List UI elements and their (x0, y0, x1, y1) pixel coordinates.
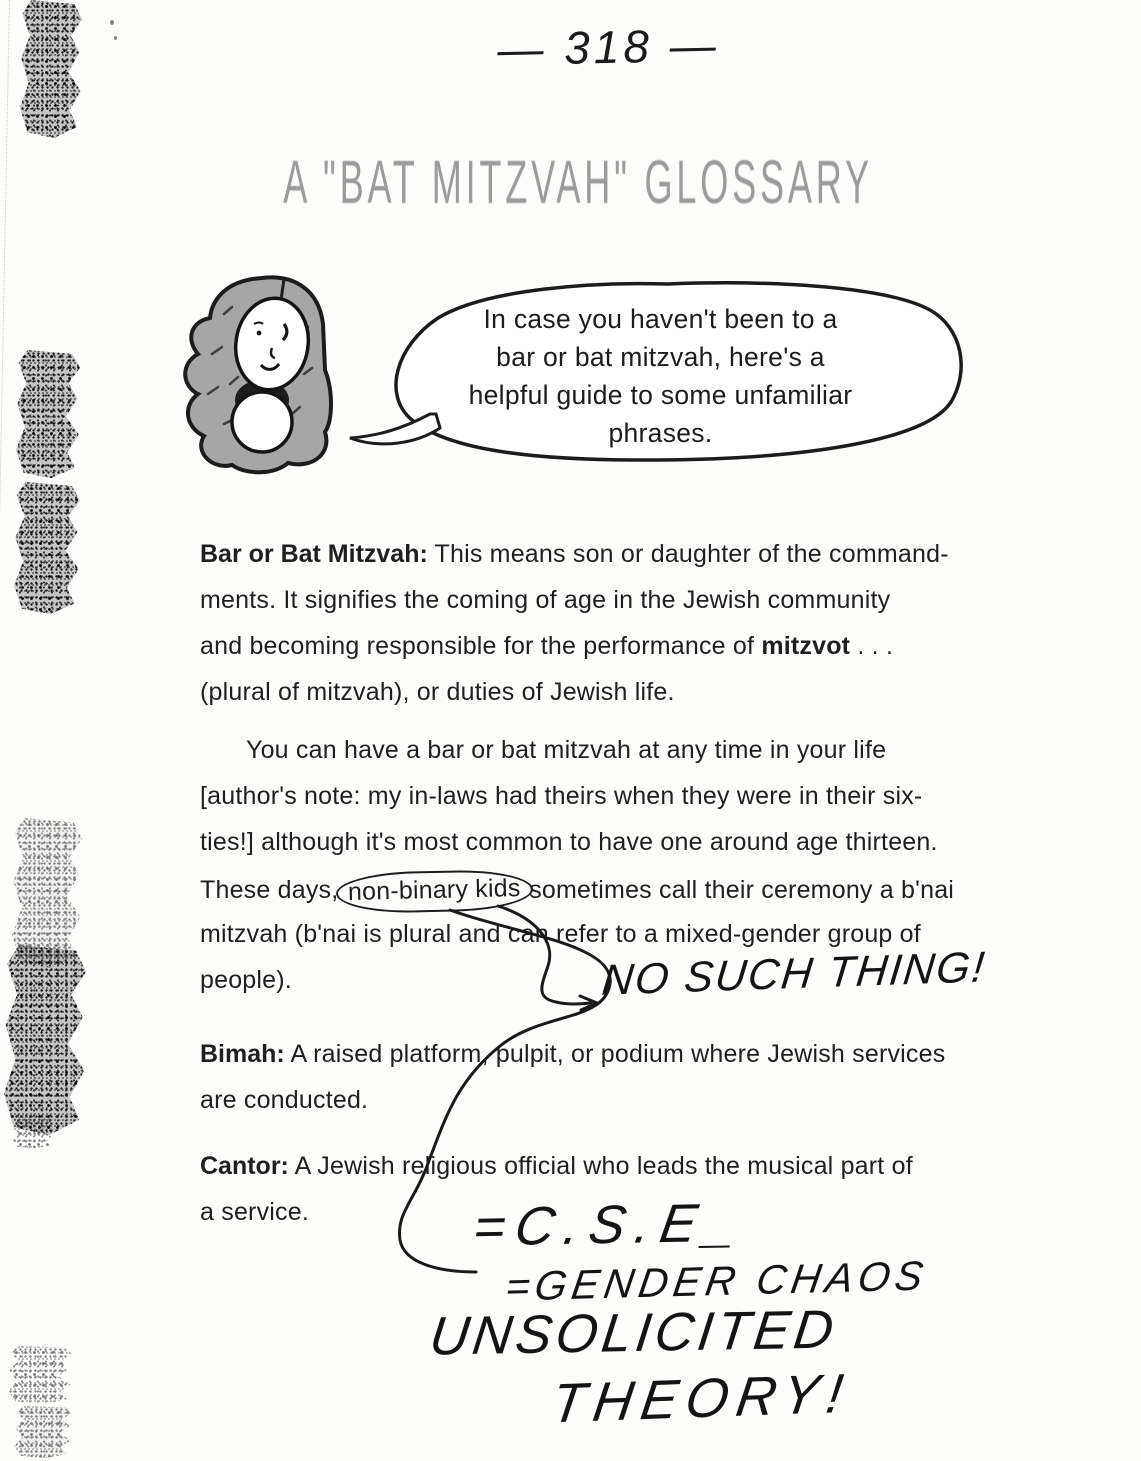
glossary-line (200, 1152, 913, 1181)
speech-bubble (338, 276, 983, 474)
body-text: sometimes call their ceremony a b'nai (522, 876, 955, 904)
glossary-line: a service. (200, 1198, 309, 1226)
handwritten-note-unsolicited: UNSOLICITED (426, 1299, 841, 1367)
left-eye (257, 331, 262, 336)
speech-bubble-text (368, 300, 953, 452)
body-line: mitzvah (b'nai is plural and can refer to a mixed-gender group of (200, 920, 921, 948)
glossary-line: are conducted. (200, 1086, 369, 1114)
circled-phrase-non-binary-kids: non-binary kids (335, 869, 532, 914)
glossary-text: A Jewish religious official who leads the musical part of (288, 1152, 913, 1180)
speech-bubble-line: In case you haven't been to a (483, 304, 838, 334)
glossary-term-cantor: Cantor: (200, 1152, 289, 1180)
glossary-line: ments. It signifies the coming of age in the Jewish community (200, 586, 891, 614)
handwritten-note-no-such-thing: NO SUCH THING! (599, 943, 989, 1005)
handwritten-note-gender-chaos: =GENDER CHAOS (502, 1252, 932, 1310)
glossary-line (200, 1040, 945, 1069)
glossary-term-bar-bat-mitzvah: Bar or Bat Mitzvah: (200, 540, 428, 568)
page-title: A "BAT MITZVAH" GLOSSARY (283, 150, 873, 218)
glossary-line (200, 540, 949, 569)
scan-smudge (4, 945, 86, 1135)
page-number: — 318 — (496, 18, 721, 76)
glossary-term-bimah: Bimah: (200, 1040, 285, 1068)
author-portrait-illustration (172, 272, 347, 477)
glossary-text: A raised platform, pulpit, or podium where Jewish services (284, 1040, 946, 1068)
annotation-arrowhead (580, 996, 597, 1010)
glossary-bold-mitzvot: mitzvot (761, 632, 851, 660)
body-line (200, 874, 954, 907)
body-line: [author's note: my in-laws had theirs when they were in their six- (200, 782, 923, 810)
body-line: You can have a bar or bat mitzvah at any time in your life (246, 736, 887, 764)
body-text: These days, (200, 876, 346, 904)
speech-bubble-line: helpful guide to some unfamiliar (468, 380, 853, 410)
scan-smudge (14, 482, 80, 614)
glossary-text: and becoming responsible for the performance of (200, 632, 762, 660)
handwritten-note-cse: =C.S.E_ (469, 1192, 752, 1258)
scan-smudge (14, 1406, 72, 1458)
speech-bubble-line: phrases. (608, 418, 713, 448)
collar-shape (232, 392, 292, 452)
body-line: people). (200, 966, 292, 994)
body-line: ties!] although it's most common to have one around age thirteen. (200, 828, 938, 856)
glossary-text: This means son or daughter of the command- (427, 540, 949, 568)
scan-speck-dot (110, 20, 114, 25)
glossary-line: (plural of mitzvah), or duties of Jewish life. (200, 678, 675, 706)
scan-smudge (16, 350, 80, 478)
glossary-text: . . . (850, 632, 894, 660)
scan-smudge (8, 1346, 72, 1404)
glossary-line (200, 632, 893, 661)
speech-bubble-line: bar or bat mitzvah, here's a (496, 342, 825, 372)
handwritten-note-theory: THEORY! (547, 1361, 855, 1435)
